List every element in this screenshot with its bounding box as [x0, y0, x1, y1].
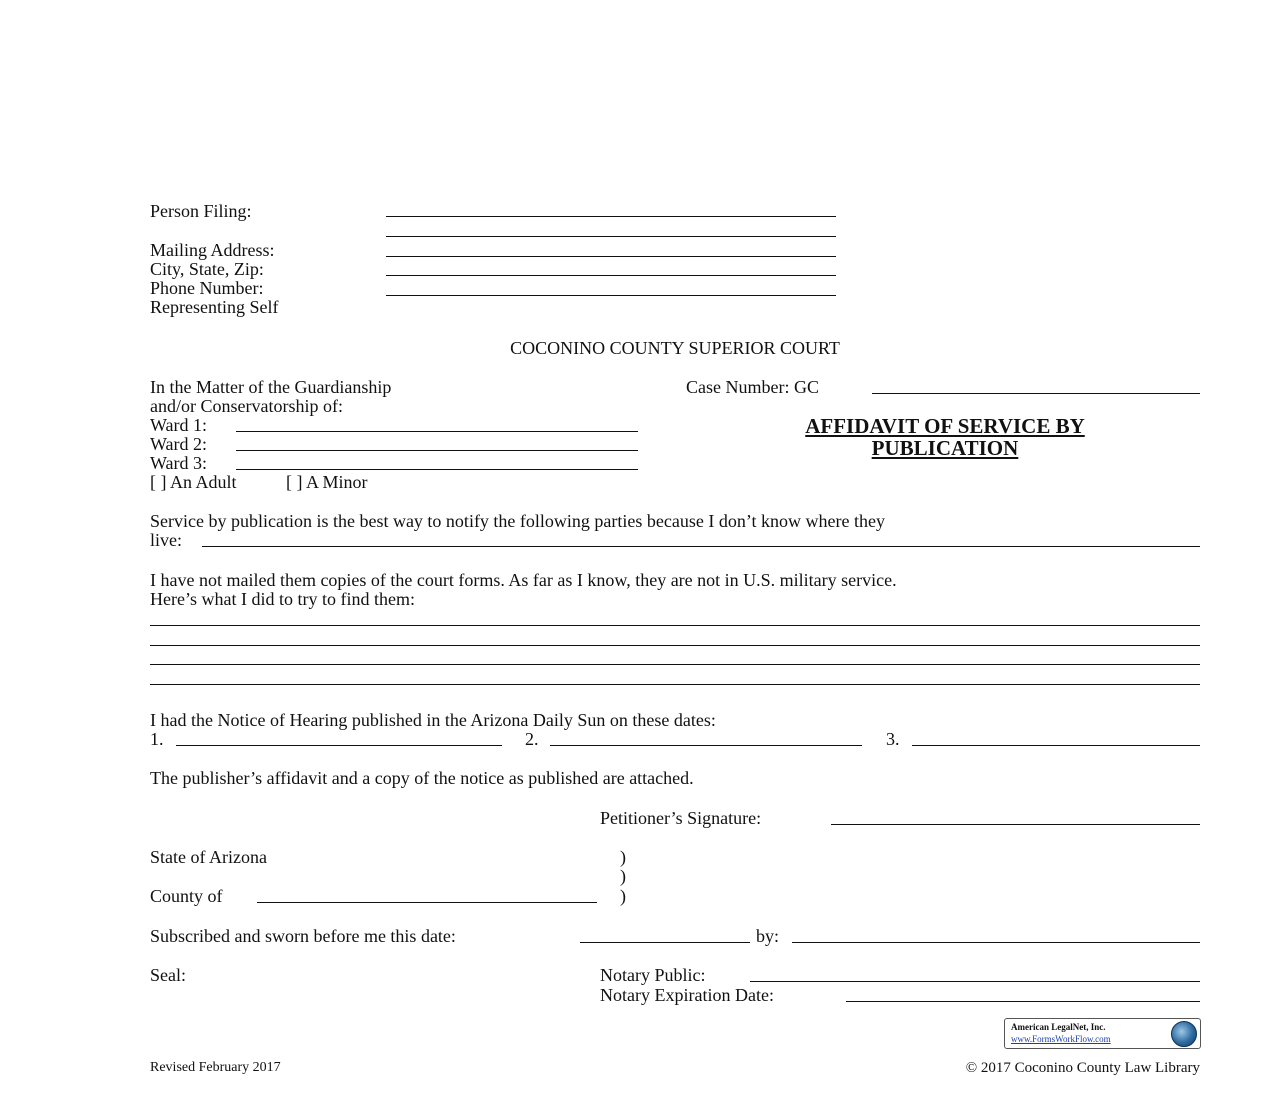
publisher-text: The publisher’s affidavit and a copy of the notice as published are attached.	[150, 768, 694, 788]
city-state-zip-label: City, State, Zip:	[150, 259, 264, 279]
date-3-field[interactable]	[912, 745, 1200, 746]
mailing-address-label: Mailing Address:	[150, 240, 275, 260]
person-filing-label: Person Filing:	[150, 201, 252, 221]
person-filing-field[interactable]	[386, 216, 836, 217]
mailed-text-line-2: Here’s what I did to try to find them:	[150, 589, 415, 609]
notary-public-field[interactable]	[750, 981, 1200, 982]
county-label: County of	[150, 886, 223, 906]
adult-checkbox[interactable]: [ ] An Adult	[150, 472, 237, 492]
form-title-line-1: AFFIDAVIT OF SERVICE BY	[805, 414, 1085, 438]
service-text-line-1: Service by publication is the best way to notify the following parties because I don’t know where they	[150, 511, 885, 531]
date-2-field[interactable]	[550, 745, 862, 746]
representing-self-label: Representing Self	[150, 297, 279, 317]
search-efforts-line-3[interactable]	[150, 664, 1200, 665]
paren-3: )	[620, 886, 626, 906]
date-1-field[interactable]	[176, 745, 502, 746]
sworn-by-field[interactable]	[792, 942, 1200, 943]
notice-text: I had the Notice of Hearing published in the Arizona Daily Sun on these dates:	[150, 710, 716, 730]
person-filing-field-2[interactable]	[386, 236, 836, 237]
ward-1-field[interactable]	[236, 431, 638, 432]
search-efforts-line-4[interactable]	[150, 684, 1200, 685]
date-3-label: 3.	[886, 729, 900, 749]
date-1-label: 1.	[150, 729, 164, 749]
county-field[interactable]	[257, 902, 597, 903]
service-text-line-2: live:	[150, 530, 182, 550]
american-legalnet-logo[interactable]	[1004, 1018, 1201, 1049]
state-label: State of Arizona	[150, 847, 267, 867]
matter-line-2: and/or Conservatorship of:	[150, 396, 343, 416]
court-name: COCONINO COUNTY SUPERIOR COURT	[510, 338, 840, 358]
mailing-address-field[interactable]	[386, 256, 836, 257]
revised-date: Revised February 2017	[150, 1060, 281, 1075]
date-2-label: 2.	[525, 729, 539, 749]
mailed-text-line-1: I have not mailed them copies of the court forms. As far as I know, they are not in U.S. military service.	[150, 570, 897, 590]
city-state-zip-field[interactable]	[386, 275, 836, 276]
matter-line-1: In the Matter of the Guardianship	[150, 377, 392, 397]
ward-2-field[interactable]	[236, 450, 638, 451]
notary-public-label: Notary Public:	[600, 965, 706, 985]
form-title-line-2: PUBLICATION	[871, 436, 1019, 460]
by-label: by:	[756, 926, 780, 946]
case-number-field[interactable]	[872, 393, 1200, 394]
parties-field[interactable]	[202, 546, 1200, 547]
paren-2: )	[620, 866, 626, 886]
case-number-label: Case Number: GC	[686, 377, 819, 397]
ward-3-label: Ward 3:	[150, 453, 208, 473]
globe-icon	[1171, 1021, 1197, 1047]
copyright-notice: © 2017 Coconino County Law Library	[965, 1060, 1200, 1076]
ward-3-field[interactable]	[236, 469, 638, 470]
notary-expiration-field[interactable]	[846, 1001, 1200, 1002]
petitioner-signature-label: Petitioner’s Signature:	[600, 808, 762, 828]
ward-1-label: Ward 1:	[150, 415, 208, 435]
logo-url-link[interactable]: www.FormsWorkFlow.com	[1011, 1034, 1111, 1044]
subscribed-date-field[interactable]	[580, 942, 750, 943]
subscribed-label: Subscribed and sworn before me this date:	[150, 926, 456, 946]
logo-company-name: American LegalNet, Inc.	[1011, 1022, 1106, 1032]
paren-1: )	[620, 847, 626, 867]
phone-number-field[interactable]	[386, 295, 836, 296]
phone-number-label: Phone Number:	[150, 278, 264, 298]
seal-label: Seal:	[150, 965, 186, 985]
notary-expiration-label: Notary Expiration Date:	[600, 985, 774, 1005]
ward-2-label: Ward 2:	[150, 434, 208, 454]
search-efforts-line-2[interactable]	[150, 645, 1200, 646]
petitioner-signature-field[interactable]	[831, 824, 1200, 825]
search-efforts-line-1[interactable]	[150, 625, 1200, 626]
minor-checkbox[interactable]: [ ] A Minor	[286, 472, 368, 492]
